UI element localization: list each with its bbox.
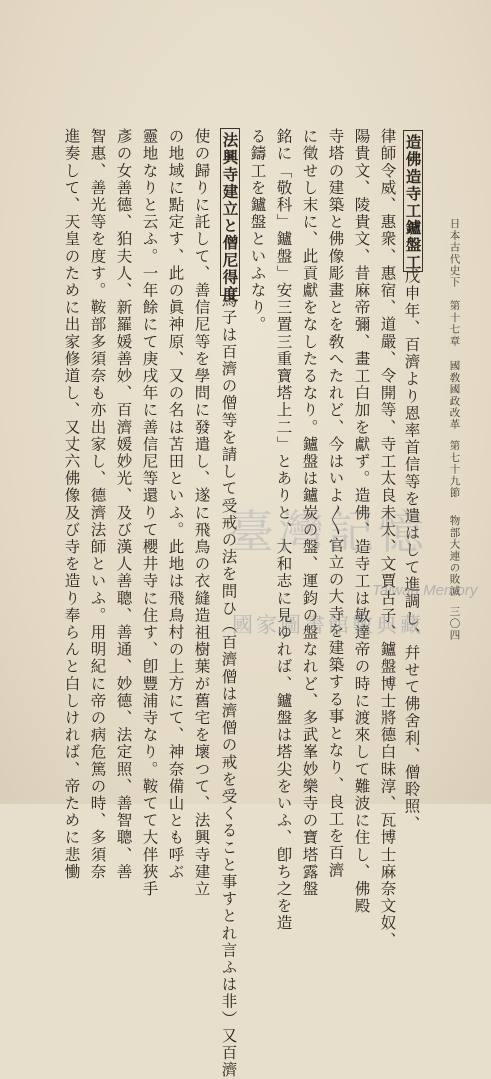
running-header-chapter-title: 國敎國政改革 bbox=[448, 360, 461, 431]
body-line-12: 彥の女善德、狛夫人、新羅媛善妙、百濟媛妙光、及び漢人善聰、善通、妙德、法定照、善智聰、善 bbox=[114, 128, 133, 881]
body-line-5: に徵せし末に、此貢獻をなしたるなり。鑪盤は鑪炭の盤、運鈞の盤なれど、多武峯妙樂寺の寶塔露盤 bbox=[300, 128, 319, 898]
running-header-section: 第七十九節 bbox=[448, 440, 461, 499]
running-header-book: 日本古代史下 bbox=[448, 218, 461, 289]
running-header-section-title: 物部大連の敗滅 bbox=[448, 515, 461, 597]
body-line-10: の地域に點定す、此の眞神原、又の名は苫田といふ。此地は飛鳥村の上方にて、神奈備山とも呼ぶ bbox=[166, 128, 185, 881]
body-line-8: 馬子は百濟の僧等を請して受戒の法を問ひ（百濟僧は濟僧の戒を受くること事すとれ言ふは非）又百濟 bbox=[219, 292, 238, 1079]
running-header-chapter: 第十七章 bbox=[448, 300, 461, 347]
section-heading-2: 法興寺建立と僧尼得度 bbox=[220, 128, 240, 296]
section-heading-1: 造佛造寺工鑪盤工 bbox=[403, 130, 423, 272]
body-line-4: 寺塔の建築と佛像彫畫とを敎へたれど、今はいよ〳〵官立の大寺を建築する事となり、良工を百濟 bbox=[326, 128, 345, 879]
body-line-3: 陽貴文、陵貴文、昔麻帝彌、畫工白加を獻ず。造佛、造寺工は敏達帝の時に渡來して難波に住し、佛殿 bbox=[352, 128, 371, 915]
body-line-9: 使の歸りに託して、善信尼等を學問に發遣し、遂に飛鳥の衣縫造祖樹葉が舊宅を壞つて、法興寺建立 bbox=[192, 128, 211, 898]
watermark-english: Taiwan Memory bbox=[372, 582, 478, 599]
body-line-7: る鑄工を鑪盤といふなり。 bbox=[248, 128, 267, 334]
page-number: 三〇四 bbox=[448, 606, 461, 642]
body-line-14: 進奏して、天皇のために出家修道し、又丈六佛像及び寺を造り奉らんと白しければ、帝ために悲慟 bbox=[62, 128, 81, 881]
body-line-1: 戊申年、百濟より恩率首信等を遣はして進調し、幷せて佛舍利、僧聆照、 bbox=[402, 268, 421, 833]
body-line-13: 智惠、善光等を度す。鞍部多須奈も亦出家し、德濟法師といふ。用明紀に帝の病危篤の時、多須奈 bbox=[88, 128, 107, 881]
body-line-6: 銘に「敬科」鑪盤」安三置三重寶塔上二」とありと、大和志に見ゆれば、鑪盤は塔尖をいふ、卽ち之を造 bbox=[274, 128, 293, 932]
watermark-line: 國家圖書館數典藏 bbox=[232, 613, 424, 637]
body-line-2: 律師令威、惠衆、惠宿、道嚴、令開等、寺工太良未太、文賈古子、鑪盤博士將德白昧淳、瓦博士麻奈文奴、 bbox=[378, 128, 397, 949]
body-line-11: 靈地なりと云ふ。一年餘にて庚戌年に善信尼等還りて櫻井寺に住す、卽豐浦寺なり。鞍てて大伴狹手 bbox=[140, 128, 159, 898]
watermark-logo: 臺灣記憶 bbox=[228, 505, 428, 559]
